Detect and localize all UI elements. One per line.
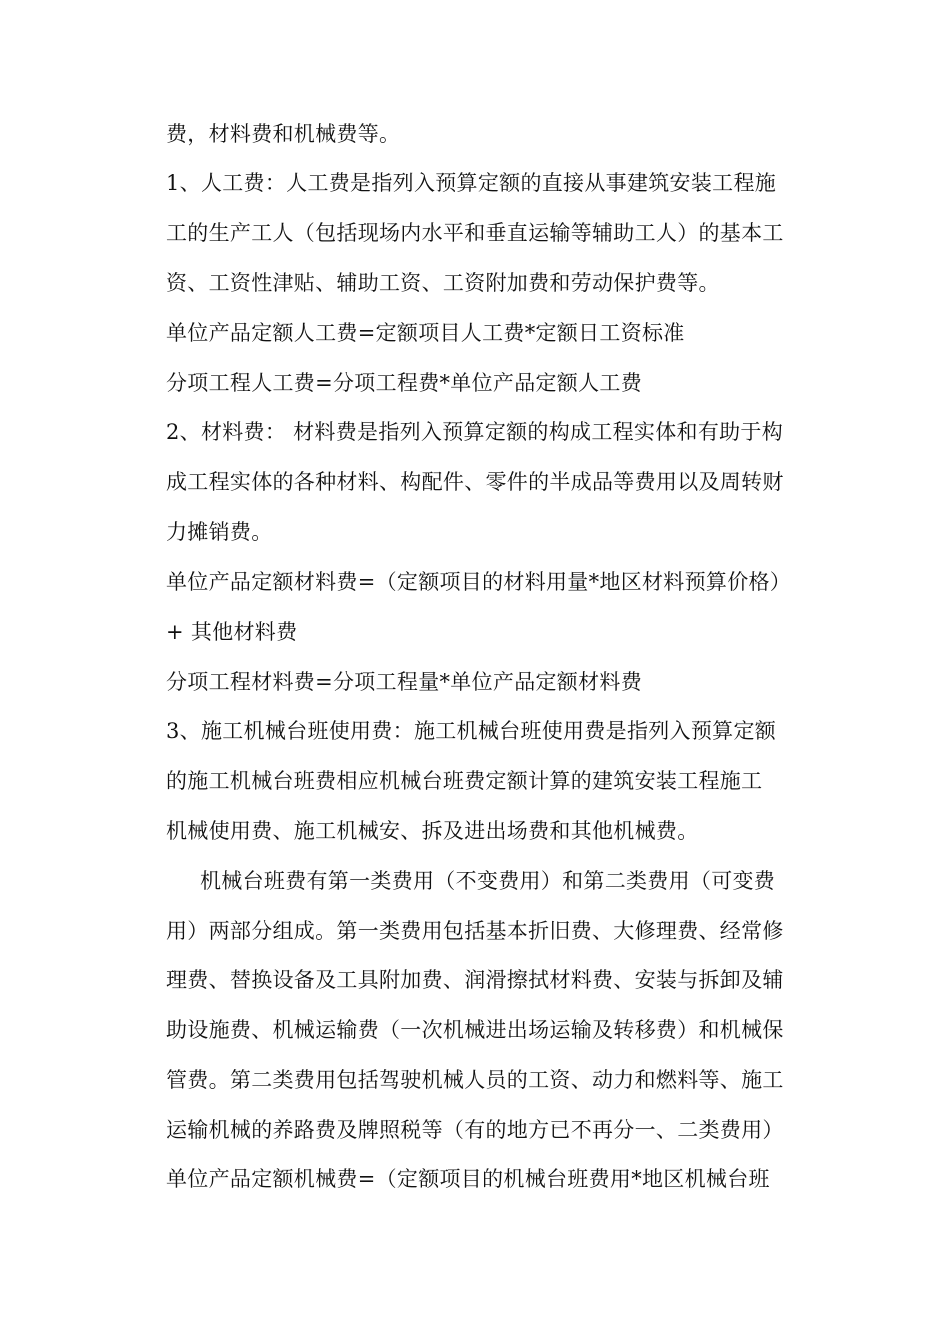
text-line-6: 分项工程人工费=分项工程费*单位产品定额人工费 — [166, 371, 642, 395]
text-line-4: 资、工资性津贴、辅助工资、工资附加费和劳动保护费等。 — [166, 271, 720, 295]
text-line-1: 费，材料费和机械费等。 — [166, 122, 401, 146]
text-line-18: 理费、替换设备及工具附加费、润滑擦拭材料费、安装与拆卸及辅 — [166, 968, 784, 992]
text-line-3: 工的生产工人（包括现场内水平和垂直运输等辅助工人）的基本工 — [166, 221, 784, 245]
text-line-21: 运输机械的养路费及牌照税等（有的地方已不再分一、二类费用） — [166, 1118, 784, 1142]
text-line-19: 助设施费、机械运输费（一次机械进出场运输及转移费）和机械保 — [166, 1018, 784, 1042]
text-line-22: 单位产品定额机械费=（定额项目的机械台班费用*地区机械台班 — [166, 1167, 770, 1191]
text-line-17: 用）两部分组成。第一类费用包括基本折旧费、大修理费、经常修 — [166, 919, 784, 943]
text-line-12: 分项工程材料费=分项工程量*单位产品定额材料费 — [166, 670, 642, 694]
text-line-7: 2、材料费： 材料费是指列入预算定额的构成工程实体和有助于构 — [166, 420, 784, 444]
text-line-15: 机械使用费、施工机械安、拆及进出场费和其他机械费。 — [166, 819, 699, 843]
text-line-13: 3、施工机械台班使用费：施工机械台班使用费是指列入预算定额 — [166, 719, 777, 743]
text-line-8: 成工程实体的各种材料、构配件、零件的半成品等费用以及周转财 — [166, 470, 784, 494]
text-line-2: 1、人工费：人工费是指列入预算定额的直接从事建筑安装工程施 — [166, 171, 777, 195]
text-line-14: 的施工机械台班费相应机械台班费定额计算的建筑安装工程施工 — [166, 769, 763, 793]
text-line-9: 力摊销费。 — [166, 520, 273, 544]
text-line-10: 单位产品定额材料费=（定额项目的材料用量*地区材料预算价格） — [166, 570, 792, 594]
text-line-5: 单位产品定额人工费=定额项目人工费*定额日工资标准 — [166, 321, 685, 345]
text-line-20: 管费。第二类费用包括驾驶机械人员的工资、动力和燃料等、施工 — [166, 1068, 784, 1092]
text-line-11: + 其他材料费 — [166, 620, 298, 644]
text-line-16: 机械台班费有第一类费用（不变费用）和第二类费用（可变费 — [200, 869, 776, 893]
